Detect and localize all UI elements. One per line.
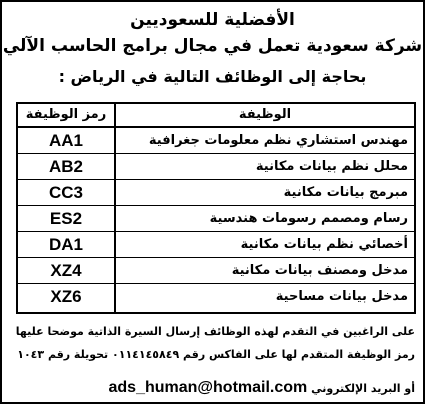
job-code: AA1 [48, 131, 83, 150]
job-title: مبرمج بيانات مكانية [283, 185, 408, 200]
email-line [6, 380, 415, 396]
table-row [18, 284, 414, 310]
email-label: أو البريد الإلكتروني [311, 382, 415, 395]
job-code: XZ4 [50, 261, 82, 280]
table-header [18, 104, 414, 128]
table-row [18, 232, 414, 258]
fax-instructions: رمز الوظيفة المتقدم لها على الفاكس رقم ٠١١٤١٤٥٨٤٩ تحويلة رقم ١٠٤٣ [17, 348, 415, 361]
table-row [18, 128, 414, 154]
job-title: مدخل ومصنف بيانات مكانية [231, 263, 408, 278]
header-code: رمز الوظيفة [25, 107, 107, 122]
table-row [18, 180, 414, 206]
job-title: محلل نظم بيانات مكانية [255, 159, 408, 174]
contact-email[interactable]: ads_human@hotmail.com [108, 379, 308, 396]
job-code: DA1 [48, 235, 83, 254]
jobs-table [16, 102, 416, 314]
table-row [18, 258, 414, 284]
preference-headline: الأفضلية للسعوديين [130, 10, 295, 30]
company-description: شركة سعودية تعمل في مجال برامج الحاسب الآلي [2, 36, 423, 56]
job-title: مدخل بيانات مساحية [275, 289, 408, 304]
application-instructions: على الراغبين في التقدم لهذه الوظائف إرسال السيرة الذاتية موضحا عليها [15, 325, 415, 338]
table-row [18, 206, 414, 232]
job-code: AB2 [48, 157, 83, 176]
table-row [18, 154, 414, 180]
job-code: XZ6 [50, 287, 82, 306]
job-title: مهندس استشاري نظم معلومات جغرافية [148, 133, 408, 148]
vacancies-intro: بحاجة إلى الوظائف التالية في الرياض : [58, 67, 367, 86]
job-title: أخصائي نظم بيانات مكانية [240, 237, 408, 252]
job-code: CC3 [48, 183, 83, 202]
job-title: رسام ومصمم رسومات هندسية [209, 211, 408, 226]
job-code: ES2 [49, 209, 83, 228]
header-job: الوظيفة [238, 107, 292, 122]
